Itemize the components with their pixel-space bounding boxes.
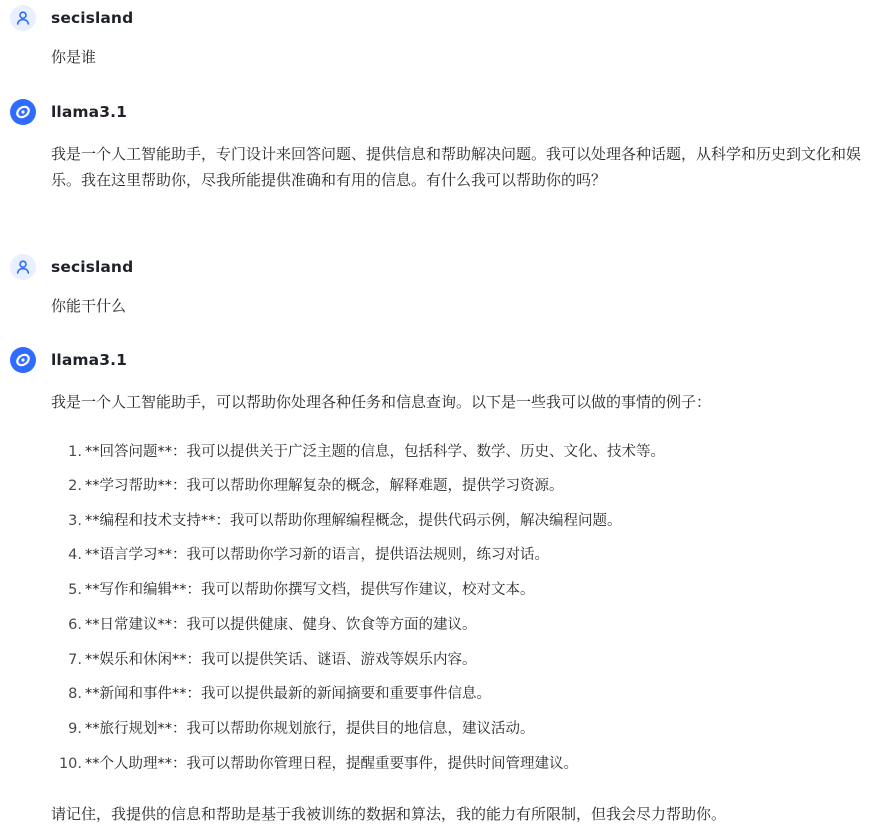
list-text: **个人助理**：我可以帮助你管理日程，提醒重要事件，提供时间管理建议。 — [85, 756, 578, 772]
list-item — [0, 543, 894, 567]
list-text: **新闻和事件**：我可以提供最新的新闻摘要和重要事件信息。 — [85, 686, 491, 702]
list-item — [0, 578, 894, 602]
list-item — [0, 648, 894, 672]
list-text: **娱乐和休闲**：我可以提供笑话、谜语、游戏等娱乐内容。 — [85, 652, 477, 668]
list-text: **回答问题**：我可以提供关于广泛主题的信息，包括科学、数学、历史、文化、技术等。 — [85, 444, 665, 460]
list-number: 1. — [68, 444, 82, 460]
bot-avatar — [10, 347, 36, 373]
list-number: 9. — [68, 721, 82, 737]
list-item — [0, 752, 894, 776]
list-text: **日常建议**：我可以提供健康、健身、饮食等方面的建议。 — [85, 617, 477, 633]
user-avatar — [10, 254, 36, 280]
list-text: **编程和技术支持**：我可以帮助你理解编程概念，提供代码示例，解决编程问题。 — [85, 513, 622, 529]
list-text: **语言学习**：我可以帮助你学习新的语言，提供语法规则，练习对话。 — [85, 547, 549, 563]
message-header — [10, 347, 127, 373]
list-number: 5. — [68, 582, 82, 598]
list-item — [0, 474, 894, 498]
message-intro: 我是一个人工智能助手，可以帮助你处理各种任务和信息查询。以下是一些我可以做的事情的例子： — [51, 393, 712, 411]
message-header — [10, 5, 133, 31]
list-number: 8. — [68, 686, 82, 702]
message-text: 我是一个人工智能助手，专门设计来回答问题、提供信息和帮助解决问题。我可以处理各种话题，从科学和历史到文化和娱乐。我在这里帮助你，尽我所能提供准确和有用的信息。有什么我可以帮助你的吗？ — [51, 145, 862, 189]
list-text: **旅行规划**：我可以帮助你规划旅行，提供目的地信息，建议活动。 — [85, 721, 535, 737]
list-number: 6. — [68, 617, 82, 633]
list-number: 10. — [58, 756, 82, 772]
message-outro: 请记住，我提供的信息和帮助是基于我被训练的数据和算法，我的能力有所限制，但我会尽力帮助你。 — [51, 805, 727, 823]
list-item — [0, 509, 894, 533]
list-item — [0, 717, 894, 741]
user-icon — [15, 259, 31, 275]
list-text: **学习帮助**：我可以帮助你理解复杂的概念，解释难题，提供学习资源。 — [85, 478, 564, 494]
message-text: 你能干什么 — [51, 297, 127, 315]
list-item — [0, 613, 894, 637]
sender-name: secisland — [51, 258, 134, 276]
list-number: 2. — [68, 478, 82, 494]
list-item — [0, 682, 894, 706]
list-number: 7. — [68, 652, 82, 668]
bot-avatar — [10, 99, 36, 125]
sender-name: secisland — [51, 9, 134, 27]
list-number: 3. — [68, 513, 82, 529]
message-header — [10, 254, 133, 280]
llama-logo-icon — [14, 103, 32, 121]
list-text: **写作和编辑**：我可以帮助你撰写文档，提供写作建议，校对文本。 — [85, 582, 535, 598]
llama-logo-icon — [14, 351, 32, 369]
sender-name: llama3.1 — [51, 351, 127, 369]
list-number: 4. — [68, 547, 82, 563]
message-header — [10, 99, 127, 125]
list-item — [0, 440, 894, 464]
message-text: 你是谁 — [51, 48, 97, 66]
user-icon — [15, 10, 31, 26]
user-avatar — [10, 5, 36, 31]
sender-name: llama3.1 — [51, 103, 127, 121]
